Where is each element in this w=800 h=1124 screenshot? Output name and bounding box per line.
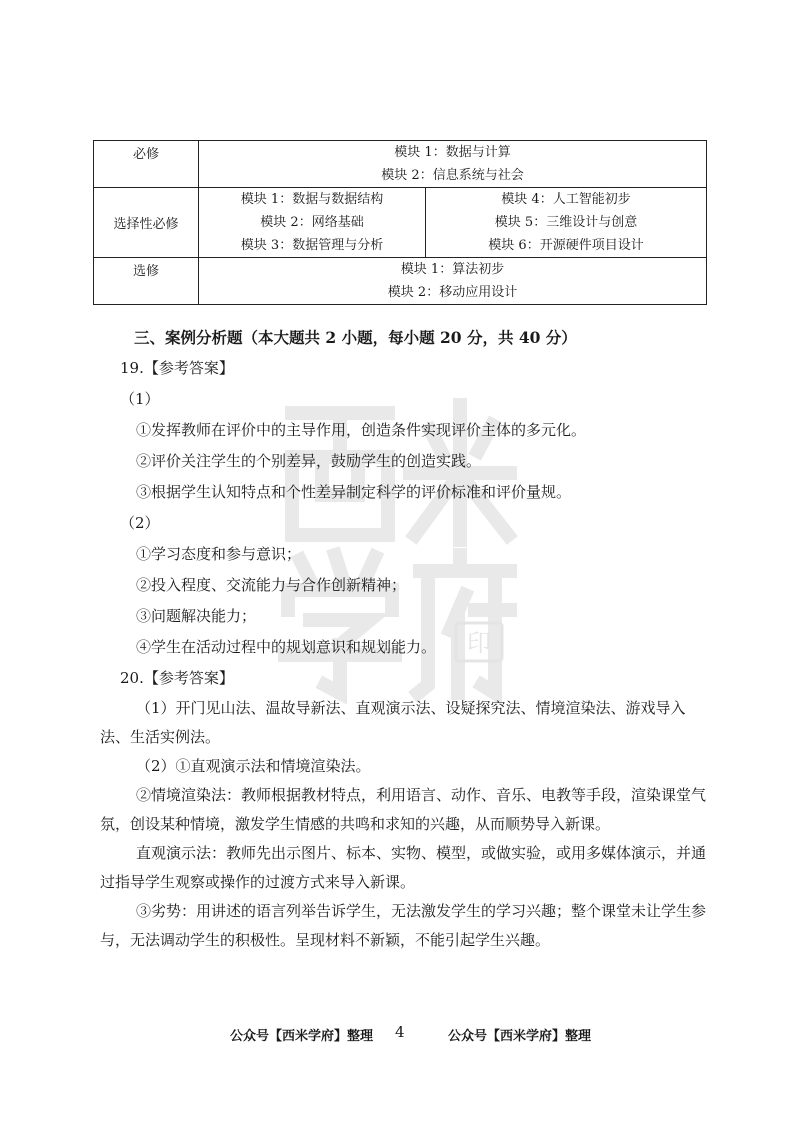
module-line: 模块 1：数据与计算: [394, 145, 511, 160]
part-label: （2）: [120, 514, 160, 532]
question-heading: 19.【参考答案】: [120, 359, 234, 377]
question-heading: 20.【参考答案】: [120, 669, 234, 687]
module-line: 模块 3：数据管理与分析: [240, 238, 384, 253]
footer-source-left: 公众号【西米学府】整理: [230, 1029, 374, 1044]
module-cell: [426, 188, 707, 258]
module-line: 模块 5：三维设计与创意: [494, 215, 638, 230]
answer-paragraph: ②情境渲染法：教师根据教材特点，利用语言、动作、音乐、电教等手段，渲染课堂气氛，创设某种情境，激发学生情感的共鸣和求知的兴趣，从而顺势导入新课。: [100, 786, 707, 833]
answer-item: ④学生在活动过程中的规划意识和规划能力。: [136, 638, 437, 656]
module-line: 模块 4：人工智能初步: [501, 192, 631, 207]
page-number: 4: [395, 1023, 405, 1041]
module-line: 模块 2：信息系统与社会: [381, 168, 524, 183]
answer-item: ①发挥教师在评价中的主导作用，创造条件实现评价主体的多元化。: [136, 421, 587, 439]
answer-item: ③问题解决能力；: [136, 607, 257, 625]
module-line: 模块 2：移动应用设计: [387, 285, 518, 300]
module-cell: [199, 258, 707, 305]
module-line: 模块 1：算法初步: [400, 262, 505, 277]
answer-item: ③根据学生认知特点和个性差异制定科学的评价标准和评价量规。: [136, 483, 572, 501]
module-line: 模块 1：数据与数据结构: [240, 192, 384, 207]
answer-content: [100, 322, 710, 955]
category-cell: 选修: [94, 258, 199, 305]
curriculum-table: [93, 140, 707, 305]
part-label: （1）: [120, 390, 160, 408]
answer-item: ②评价关注学生的个别差异，鼓励学生的创造实践。: [136, 452, 482, 470]
section-title: 三、案例分析题（本大题共 2 小题，每小题 20 分，共 40 分）: [134, 328, 577, 347]
answer-item: ①学习态度和参与意识；: [136, 545, 302, 563]
answer-paragraph: ③劣势：用讲述的语言列举告诉学生，无法激发学生的学习兴趣；整个课堂未让学生参与，无法调动学生的积极性。呈现材料不新颖，不能引起学生兴趣。: [100, 902, 707, 949]
answer-paragraph: （2）①直观演示法和情境渲染法。: [136, 757, 371, 775]
answer-paragraph: 直观演示法：教师先出示图片、标本、实物、模型，或做实验，或用多媒体演示，并通过指导学生观察或操作的过渡方式来导入新课。: [100, 844, 707, 891]
answer-item: ②投入程度、交流能力与合作创新精神；: [136, 576, 407, 594]
category-cell: 必修: [94, 141, 199, 188]
footer-source-right: 公众号【西米学府】整理: [448, 1029, 592, 1044]
module-line: 模块 2：网络基础: [260, 215, 364, 230]
module-line: 模块 6：开源硬件项目设计: [488, 238, 644, 253]
module-cell: [199, 188, 426, 258]
table-row: [94, 258, 707, 305]
module-cell: [199, 141, 707, 188]
answer-paragraph: （1）开门见山法、温故导新法、直观演示法、设疑探究法、情境渲染法、游戏导入法、生活实例法。: [100, 699, 686, 746]
watermark-seal: 印: [467, 629, 491, 657]
table-row: [94, 141, 707, 188]
category-cell: 选择性必修: [94, 188, 199, 258]
table-row: [94, 188, 707, 258]
